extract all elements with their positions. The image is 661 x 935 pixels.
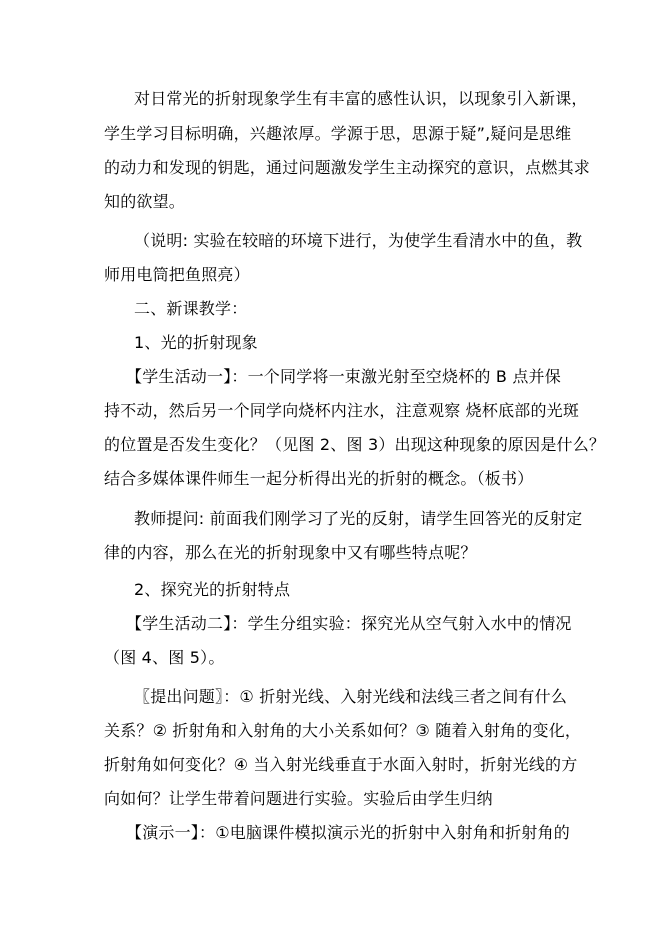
intro-line-2: 学生学习目标明确，兴趣浓厚。学源于思，思源于疑”,疑问是思维 — [104, 124, 572, 143]
activity-1-line-3: 的位置是否发生变化？（见图 2、图 3）出现这种现象的原因是什么？ — [104, 435, 606, 454]
questions-line-3: 折射角如何变化？④ 当入射光线垂直于水面入射时，折射光线的方 — [104, 755, 578, 774]
questions-line-2: 关系？② 折射角和入射角的大小关系如何？③ 随着入射角的变化， — [104, 721, 582, 740]
teacher-question-line-2: 律的内容，那么在光的折射现象中又有哪些特点呢？ — [104, 543, 477, 562]
section-heading: 二、新课教学： — [134, 299, 248, 318]
questions-line-4: 向如何？让学生带着问题进行实验。实验后由学生归纳 — [104, 789, 493, 808]
subsection-1-heading: 1、光的折射现象 — [134, 333, 258, 352]
questions-line-1: 〖提出问题〗：① 折射光线、入射光线和法线三者之间有什么 — [134, 687, 568, 706]
teacher-question-line-1: 教师提问: 前面我们刚学习了光的反射，请学生回答光的反射定 — [134, 509, 583, 528]
activity-2-line-1: 【学生活动二】：学生分组实验：探究光从空气射入水中的情况 — [126, 614, 572, 633]
activity-1-line-4: 结合多媒体课件师生一起分析得出光的折射的概念。（板书） — [104, 469, 534, 488]
activity-2-line-2: （图 4、图 5）。 — [104, 648, 225, 667]
intro-line-3: 的动力和发现的钥匙，通过问题激发学生主动探究的意识，点燃其求 — [104, 158, 591, 177]
intro-line-1: 对日常光的折射现象学生有丰富的感性认识，以现象引入新课， — [134, 89, 588, 108]
subsection-2-heading: 2、探究光的折射特点 — [134, 580, 291, 599]
intro-line-4: 知的欲望。 — [104, 192, 186, 211]
note-line-2: 师用电筒把鱼照亮） — [104, 265, 250, 284]
demo-1-line-1: 【演示一】：①电脑课件模拟演示光的折射中入射角和折射角的 — [126, 823, 570, 842]
activity-1-line-2: 持不动，然后另一个同学向烧杯内注水，注意观察 烧杯底部的光斑 — [104, 401, 580, 420]
activity-1-line-1: 【学生活动一】：一个同学将一束激光射至空烧杯的 B 点并保 — [126, 367, 561, 386]
note-line-1: （说明: 实验在较暗的环境下进行，为使学生看清水中的鱼，教 — [134, 231, 583, 250]
